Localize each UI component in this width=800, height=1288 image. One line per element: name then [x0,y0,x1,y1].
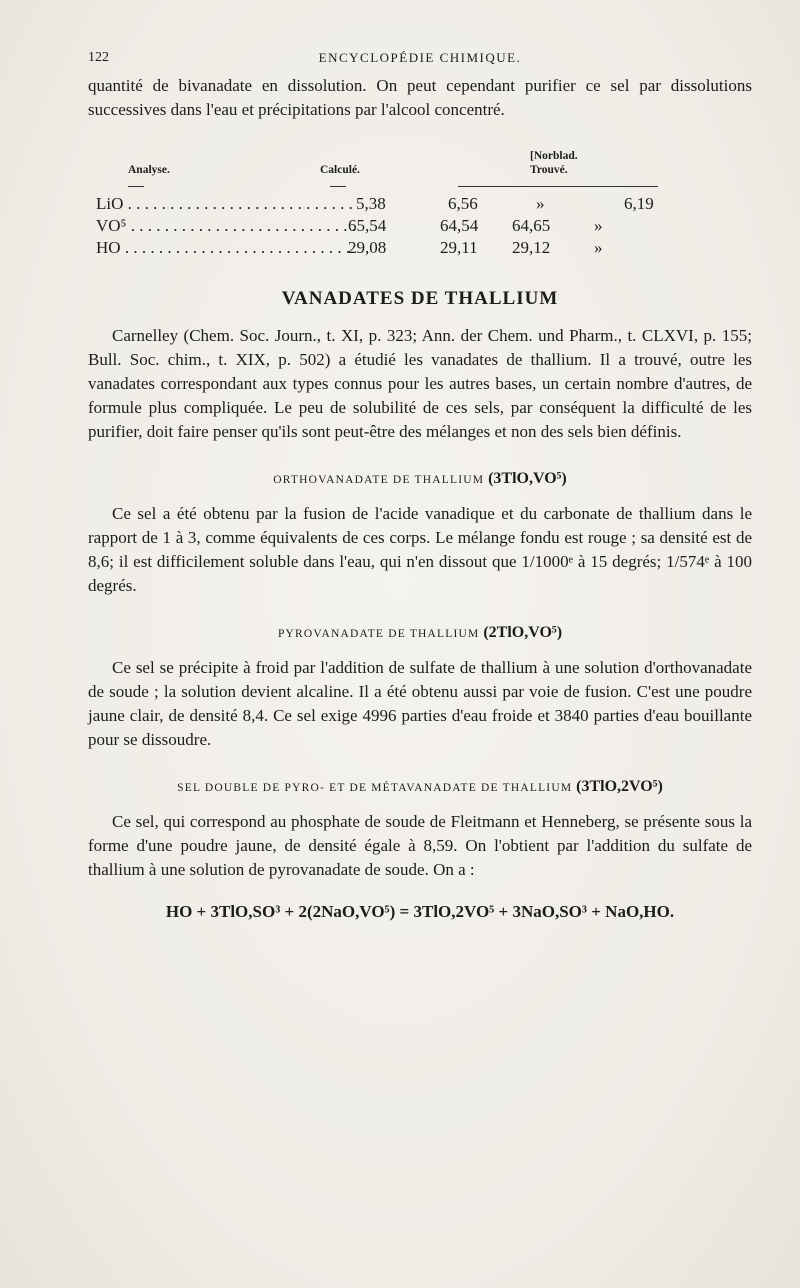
page-content [88,50,752,922]
col-trouve: Trouvé. [530,164,568,176]
row-calcule-lio: 5,38 [356,194,386,213]
row-t2-vo5: 64,65 [512,216,551,235]
row-calcule-vo5: 65,54 [348,216,387,235]
running-head: ENCYCLOPÉDIE CHIMIQUE. [318,50,522,65]
row-label-lio: LiO . . . [96,193,356,215]
col-analyse: Analyse. [128,164,170,176]
col-trouve-author: [Norblad. [530,150,578,162]
ortho-formula: (3TlO,VO⁵) [488,470,567,487]
row-calcule-ho: 29,08 [348,238,387,257]
analysis-table [88,136,752,262]
row-t3-lio: 6,19 [624,194,654,213]
double-title: SEL DOUBLE DE PYRO- ET DE MÉTAVANADATE DE THALLIUM [177,782,573,794]
reaction-equation: HO + 3TlO,SO³ + 2(2NaO,VO⁵) = 3TlO,2VO⁵ + 3NaO,SO³ + NaO,HO. [165,902,675,921]
row-t1-vo5: 64,54 [440,216,479,235]
rule-trouve [458,186,658,187]
row-label-vo5: VO⁵ . . . [96,215,356,237]
section-paragraph: Carnelley (Chem. Soc. Journ., t. XI, p. 323; Ann. der Chem. und Pharm., t. CLXVI, p. 155; Bull. Soc. chim., t. XIX, p. 502) a étudié les vanadates de thallium. Il a trouvé, outre les vanadates correspondant aux types connus pour les autres bases, un certain nombre d'autres, de formule plus compliquée. Le peu de solubilité de ces sels, par conséquent la difficulté de les purifier, doit faire penser qu'ils sont peut-être des mélanges et non des sels bien définis. [88,326,752,441]
rule-calcule [330,186,346,187]
row-t2-ho: 29,12 [512,238,551,257]
ortho-heading [88,470,752,488]
page-number: 122 [88,50,109,65]
pyro-paragraph: Ce sel se précipite à froid par l'addition de sulfate de thallium à une solution d'orthovanadate de soude ; la solution devient alcaline. Il a été obtenu aussi par voie de fusion. C'est une poudre jaune clair, de densité 8,4. Ce sel exige 4996 parties d'eau froide et 3840 parties d'eau bouillante pour se dissoudre. [88,658,752,749]
col-calcule: Calculé. [320,164,360,176]
intro-paragraph: quantité de bivanadate en dissolution. On peut cependant purifier ce sel par dissolutions successives dans l'eau et précipitations par l'alcool concentré. [88,76,752,119]
row-t1-ho: 29,11 [440,238,478,257]
ortho-title: ORTHOVANADATE DE THALLIUM [273,474,485,486]
section-title: VANADATES DE THALLIUM [281,288,559,309]
double-paragraph: Ce sel, qui correspond au phosphate de soude de Fleitmann et Henneberg, se présente sous la forme d'une poudre jaune, de densité égale à 8,59. On l'obtient par l'addition du sulfate de thallium à une solution de pyrovanadate de soude. On a : [88,812,752,879]
ortho-paragraph: Ce sel a été obtenu par la fusion de l'acide vanadique et du carbonate de thallium dans le rapport de 1 à 3, comme équivalents de ces corps. Le mélange fondu est rouge ; sa densité est de 8,6; il est difficilement soluble dans l'eau, qui n'en dissout que 1/1000ᵉ à 15 degrés; 1/574ᵉ à 100 degrés. [88,504,752,595]
row-t3-vo5: » [594,216,603,235]
pyro-title: PYROVANADATE DE THALLIUM [277,628,480,640]
row-t3-ho: » [594,238,603,257]
row-t2-lio: » [536,194,545,213]
row-t1-lio: 6,56 [448,194,478,213]
row-label-ho: HO . . . [96,237,356,259]
pyro-formula: (2TlO,VO⁵) [483,624,563,641]
double-formula: (3TlO,2VO⁵) [576,778,663,795]
page-header [88,50,752,74]
rule-analyse [128,186,144,187]
double-heading [88,778,752,796]
pyro-heading [88,624,752,642]
